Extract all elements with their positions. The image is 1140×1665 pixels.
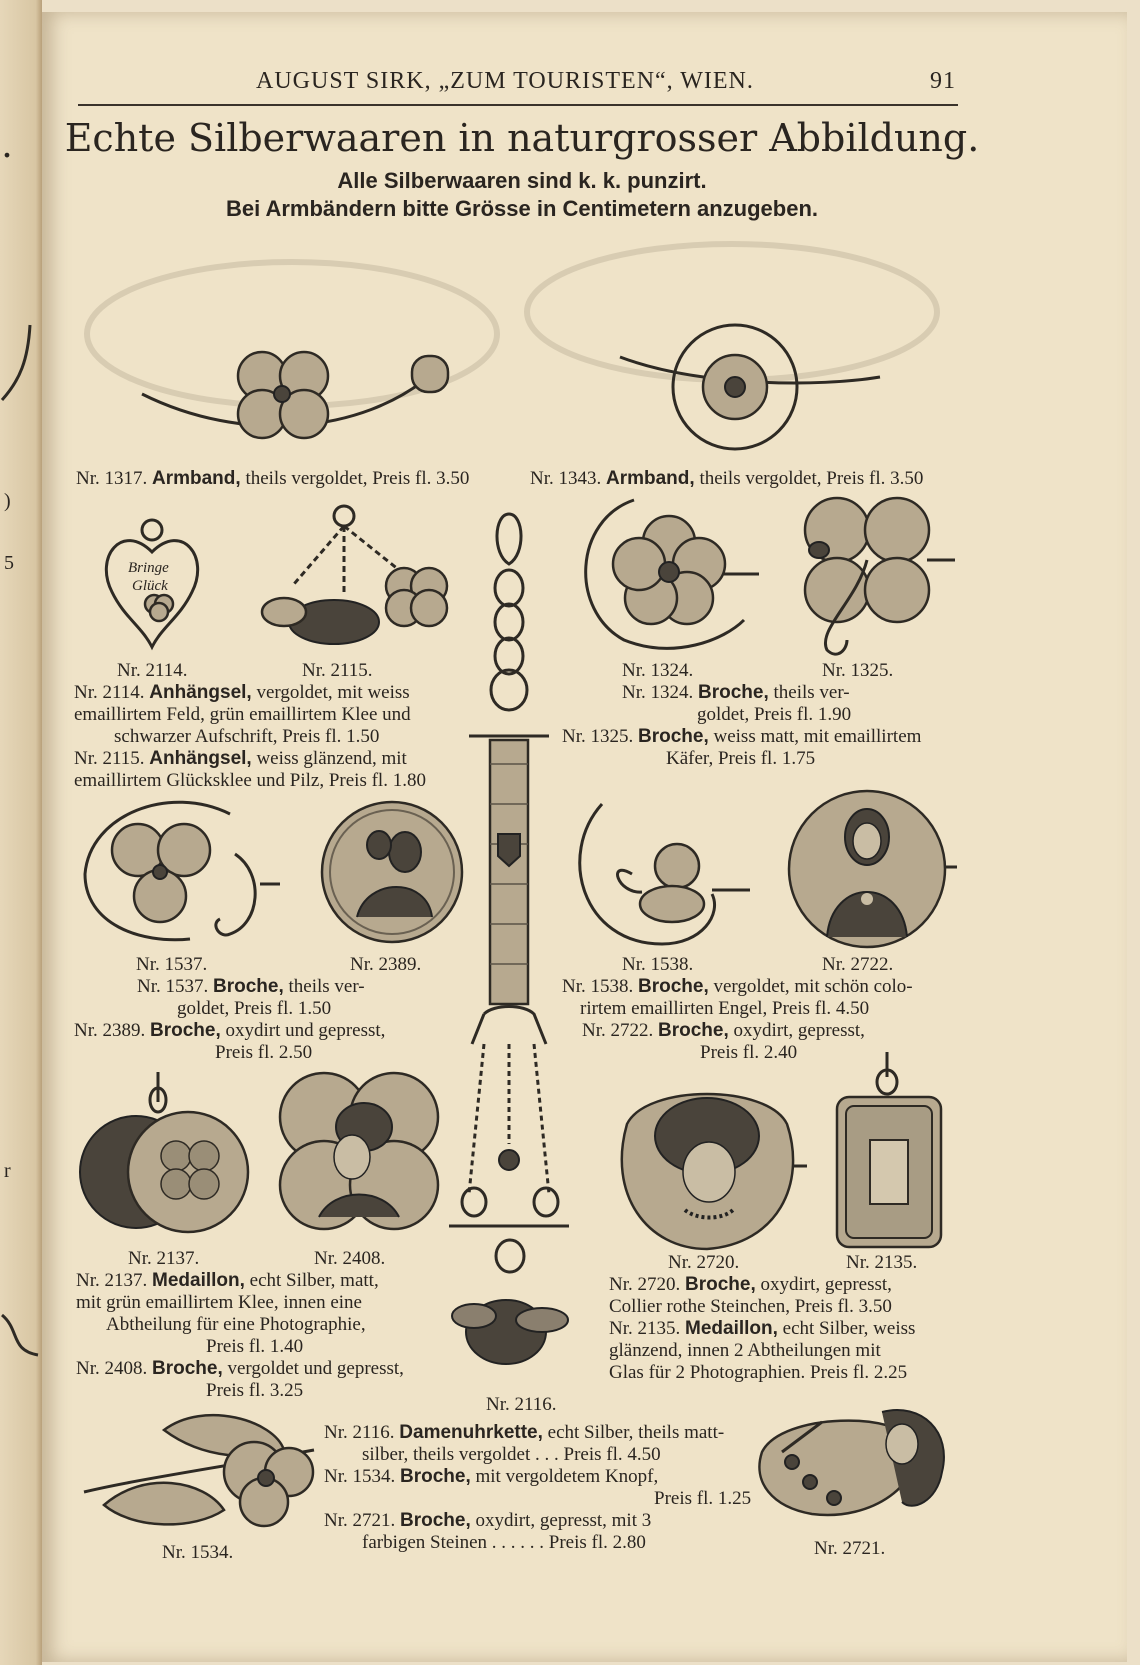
brooch-1324-illustration (564, 490, 764, 660)
brooch-2408-illustration (274, 1067, 444, 1237)
label-1537: Nr. 1537. (136, 954, 208, 975)
caption-1317 (76, 468, 469, 490)
brooch-2389-illustration (317, 797, 467, 947)
label-2721: Nr. 2721. (814, 1538, 886, 1559)
label-1538: Nr. 1538. (622, 954, 694, 975)
label-2115: Nr. 2115. (302, 660, 373, 681)
label-2408: Nr. 2408. (314, 1248, 386, 1269)
bracelet-1343-illustration (520, 227, 950, 457)
madonna-brooch-2722-illustration (787, 787, 957, 957)
item-description: theils vergoldet, Preis fl. 3.50 (699, 468, 924, 489)
label-2720: Nr. 2720. (668, 1252, 740, 1273)
bracelet-1317-illustration (82, 244, 522, 474)
caption-2137-2408: Nr. 2137. Medaillon, echt Silber, matt, mit grün emaillirtem Klee, innen eine Abtheilung für eine Photographie, Preis fl. 1.40 Nr. 2408. Broche, vergoldet und gepresst, Preis fl. 3.25 (76, 1270, 404, 1401)
prev-page-fragment: ) (4, 490, 11, 512)
prev-page-fragment: . (2, 121, 12, 166)
item-number: Nr. 1343. (530, 468, 602, 489)
label-1534: Nr. 1534. (162, 1542, 234, 1563)
label-2389: Nr. 2389. (350, 954, 422, 975)
label-1324: Nr. 1324. (622, 660, 694, 681)
item-number: Nr. 1317. (76, 468, 148, 489)
caption-1324-1325: Nr. 1324. Broche, theils ver- goldet, Preis fl. 1.90 Nr. 1325. Broche, weiss matt, mit emaillirtem Käfer, Preis fl. 1.75 (562, 682, 922, 769)
label-1325: Nr. 1325. (822, 660, 894, 681)
item-name: Armband, (152, 468, 241, 489)
label-2722: Nr. 2722. (822, 954, 894, 975)
subtitle-bracelet-size: Bei Armbändern bitte Grösse in Centimetern anzugeben. (225, 196, 819, 221)
running-head: AUGUST SIRK, „ZUM TOURISTEN“, WIEN. (256, 68, 754, 94)
subtitle-punzirt: Alle Silberwaaren sind k. k. punzirt. (337, 168, 707, 193)
caption-1537-2389: Nr. 1537. Broche, theils ver- goldet, Preis fl. 1.50 Nr. 2389. Broche, oxydirt und gepresst, Preis fl. 2.50 (74, 976, 386, 1063)
catalog-page (42, 12, 1127, 1662)
label-2137: Nr. 2137. (128, 1248, 200, 1269)
item-description: theils vergoldet, Preis fl. 3.50 (245, 468, 470, 489)
caption-1343 (530, 468, 923, 490)
caption-1538-2722: Nr. 1538. Broche, vergoldet, mit schön colo- rirtem emaillirten Engel, Preis fl. 4.50 Nr. 2722. Broche, oxydirt, gepresst, Preis fl. 2.40 (562, 976, 913, 1063)
caption-pendants: Nr. 2114. Anhängsel, vergoldet, mit weiss emaillirtem Feld, grün emaillirtem Klee und schwarzer Aufschrift, Preis fl. 1.50 Nr. 2115. Anhängsel, weiss glänzend, mit emaillirtem Glücksklee und Pilz, Preis fl. 1.80 (74, 682, 426, 791)
prev-page-fragment: r (4, 1160, 11, 1182)
page-number: 91 (930, 68, 956, 94)
brooch-2721-illustration (752, 1402, 952, 1532)
label-2114: Nr. 2114. (117, 660, 188, 681)
prev-page-fragment: 5 (4, 552, 14, 574)
previous-page-edge (0, 0, 42, 1665)
clover-brooch-1325-illustration (777, 490, 957, 660)
item-name: Armband, (606, 468, 695, 489)
pendant-engraving-line-1: Bringe (128, 560, 169, 576)
charm-pendant-2115-illustration (254, 504, 464, 654)
label-2135: Nr. 2135. (846, 1252, 918, 1273)
prev-page-illustration-fragment (0, 320, 42, 410)
caption-2116-1534-2721: Nr. 2116. Damenuhrkette, echt Silber, theils matt- silber, theils vergoldet . . . Preis fl. 4.50 Nr. 1534. Broche, mit vergoldetem Knopf, Preis fl. 1.25 Nr. 2721. Broche, oxydirt, gepresst, mit 3 farbigen Steinen . . . . . . Preis fl. 2.80 (324, 1422, 752, 1553)
brooch-1534-illustration (84, 1410, 324, 1540)
medallion-2137-illustration (78, 1072, 258, 1232)
angel-brooch-1538-illustration (562, 794, 752, 954)
page-title: Echte Silberwaaren in naturgrosser Abbildung. (64, 116, 980, 160)
caption-2720-2135: Nr. 2720. Broche, oxydirt, gepresst, Collier rothe Steinchen, Preis fl. 3.50 Nr. 2135. Medaillon, echt Silber, weiss glänzend, innen 2 Abtheilungen mit Glas für 2 Photographien. Preis fl. 2.25 (609, 1274, 916, 1383)
label-2116: Nr. 2116. (486, 1394, 557, 1415)
pendant-engraving-line-2: Glück (132, 578, 168, 594)
header-rule (78, 104, 958, 106)
brooch-1537-illustration (80, 794, 280, 954)
brooch-2720-illustration (607, 1084, 807, 1254)
prev-page-illustration-fragment (0, 1310, 42, 1370)
locket-2135-illustration (832, 1052, 952, 1252)
